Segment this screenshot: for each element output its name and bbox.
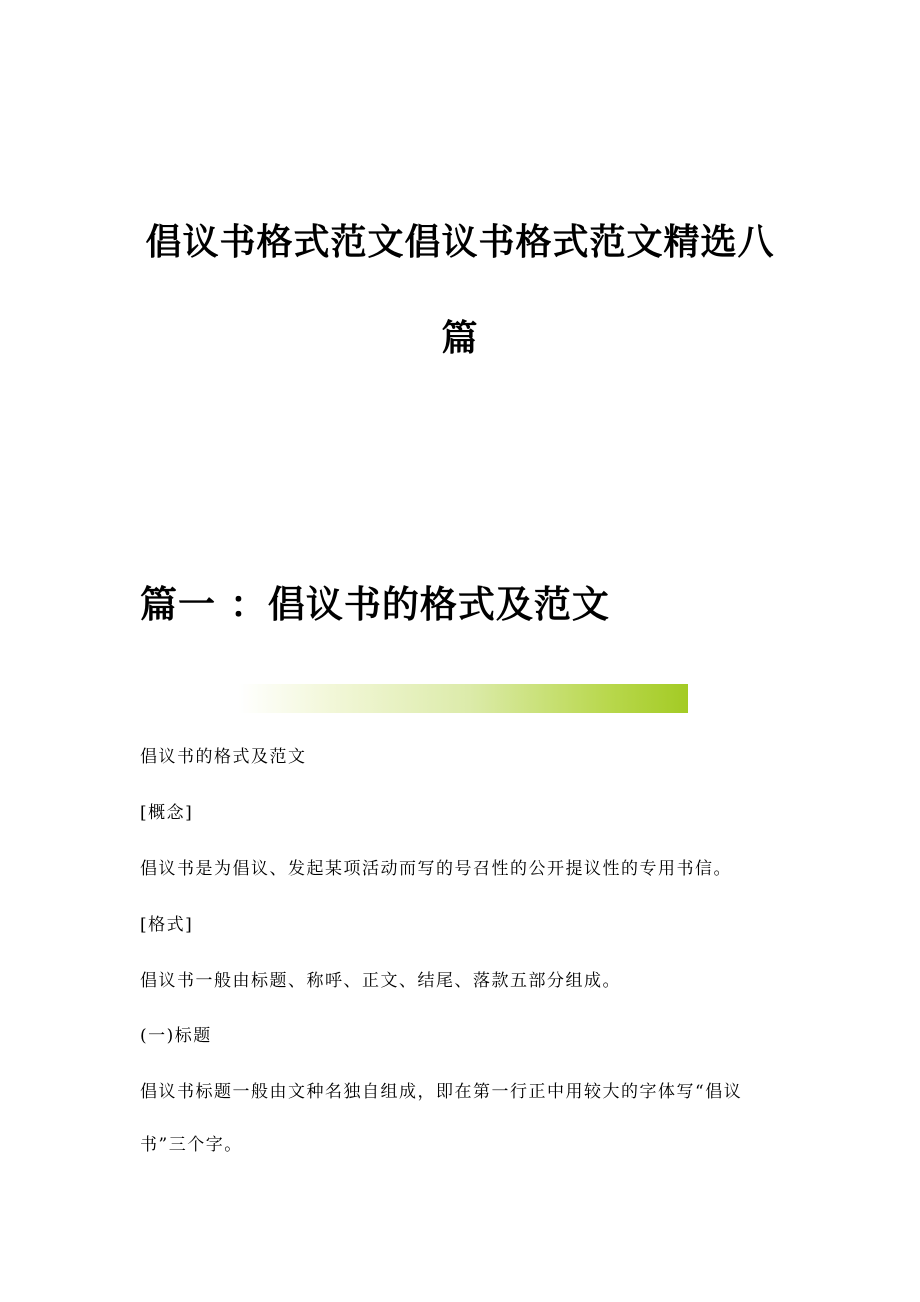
document-title-line-2: 篇 xyxy=(441,317,479,359)
paragraph-subtitle: 倡议书的格式及范文 xyxy=(140,747,307,767)
paragraph-title-label: (一)标题 xyxy=(140,1026,212,1046)
document-title-line-1: 倡议书格式范文倡议书格式范文精选八 xyxy=(145,221,775,263)
paragraph-title-text-line-1: 倡议书标题一般由文种名独自组成，即在第一行正中用较大的字体写“倡议 xyxy=(140,1082,743,1102)
paragraph-format-text: 倡议书一般由标题、称呼、正文、结尾、落款五部分组成。 xyxy=(140,971,621,991)
section-heading: 篇一 ：倡议书的格式及范文 xyxy=(140,582,610,626)
decorative-gradient-divider xyxy=(140,684,688,713)
paragraph-title-text-line-2: 书”三个字。 xyxy=(140,1135,243,1155)
paragraph-format-label: [格式] xyxy=(140,915,194,935)
paragraph-concept-label: [概念] xyxy=(140,803,194,823)
paragraph-concept-text: 倡议书是为倡议、发起某项活动而写的号召性的公开提议性的专用书信。 xyxy=(140,859,732,879)
